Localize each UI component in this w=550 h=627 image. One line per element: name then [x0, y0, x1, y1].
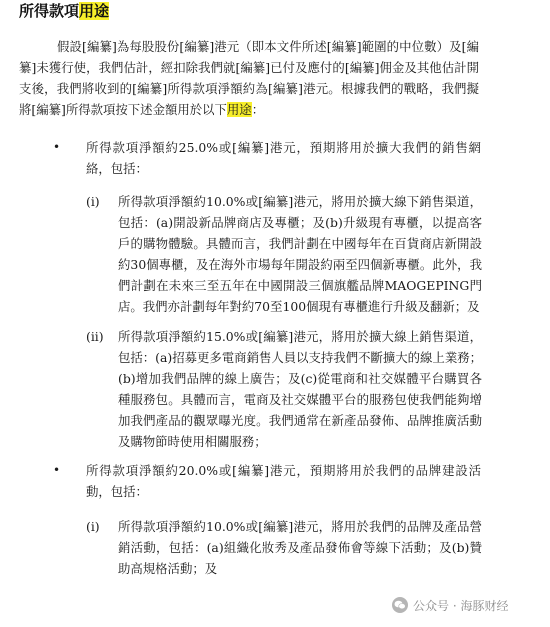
- bullet-symbol: •: [53, 140, 61, 154]
- bullet-item: 所得款項淨額約20.0%或[編纂]港元，預期將用於我們的品牌建設活動，包括：: [86, 463, 481, 499]
- sub-item-marker: (i): [86, 194, 100, 209]
- watermark-text: 公众号 · 海豚财经: [413, 598, 509, 613]
- heading-prefix: 所得款項: [19, 2, 80, 20]
- section-heading: [19, 0, 109, 22]
- heading-highlight: 用途: [79, 2, 110, 20]
- intro-highlight: 用途: [226, 102, 252, 117]
- intro-punct: ：: [251, 102, 265, 117]
- sub-item: 所得款項淨額約10.0%或[編纂]港元，將用於我們的品牌及產品營銷活動，包括：(a)組織化妝秀及產品發佈會等線下活動；及(b)贊助高規格活動；及: [118, 519, 482, 576]
- sub-item-marker: (ii): [86, 329, 104, 344]
- wechat-icon: [392, 597, 408, 613]
- intro-paragraph: [19, 36, 479, 120]
- watermark: [392, 594, 508, 616]
- sub-item-marker: (i): [86, 519, 100, 534]
- sub-item: 所得款項淨額約15.0%或[編纂]港元，將用於擴大線上銷售渠道，包括：(a)招募更多電商銷售人員以支持我們不斷擴大的線上業務；(b)增加我們品牌的線上廣告；及(c)從電商和社交媒體平台購買各種服務包。具體而言，電商及社交媒體平台的服務包使我們能夠增加我們產品的觀眾曝光度。我們通常在新產品發佈、品牌推廣活動及購物節時使用相關服務；: [118, 329, 482, 449]
- intro-text: 假設[編纂]為每股股份[編纂]港元（即本文件所述[編纂]範圍的中位數）及[編纂]未獲行使，我們估計，經扣除我們就[編纂]已付及應付的[編纂]佣金及其他估計開支後，我們將收到的[編纂]所得款項淨額約為[編纂]港元。根據我們的戰略，我們擬將[編纂]所得款項按下述金額用於以下: [19, 39, 479, 117]
- bullet-item: 所得款項淨額約25.0%或[編纂]港元，預期將用於擴大我們的銷售網絡，包括：: [86, 140, 481, 176]
- bullet-symbol: •: [53, 463, 61, 477]
- sub-item: 所得款項淨額約10.0%或[編纂]港元，將用於擴大線下銷售渠道，包括：(a)開設新品牌商店及專櫃；及(b)升級現有專櫃，以提高客戶的購物體驗。具體而言，我們計劃在中國每年在百貨商店新開設約30個專櫃，及在海外市場每年開設約兩至四個新專櫃。此外，我們計劃在未來三至五年在中國開設三個旗艦品牌MAOGEPING門店。我們亦計劃每年對約70至100個現有專櫃進行升級及翻新；及: [118, 194, 482, 314]
